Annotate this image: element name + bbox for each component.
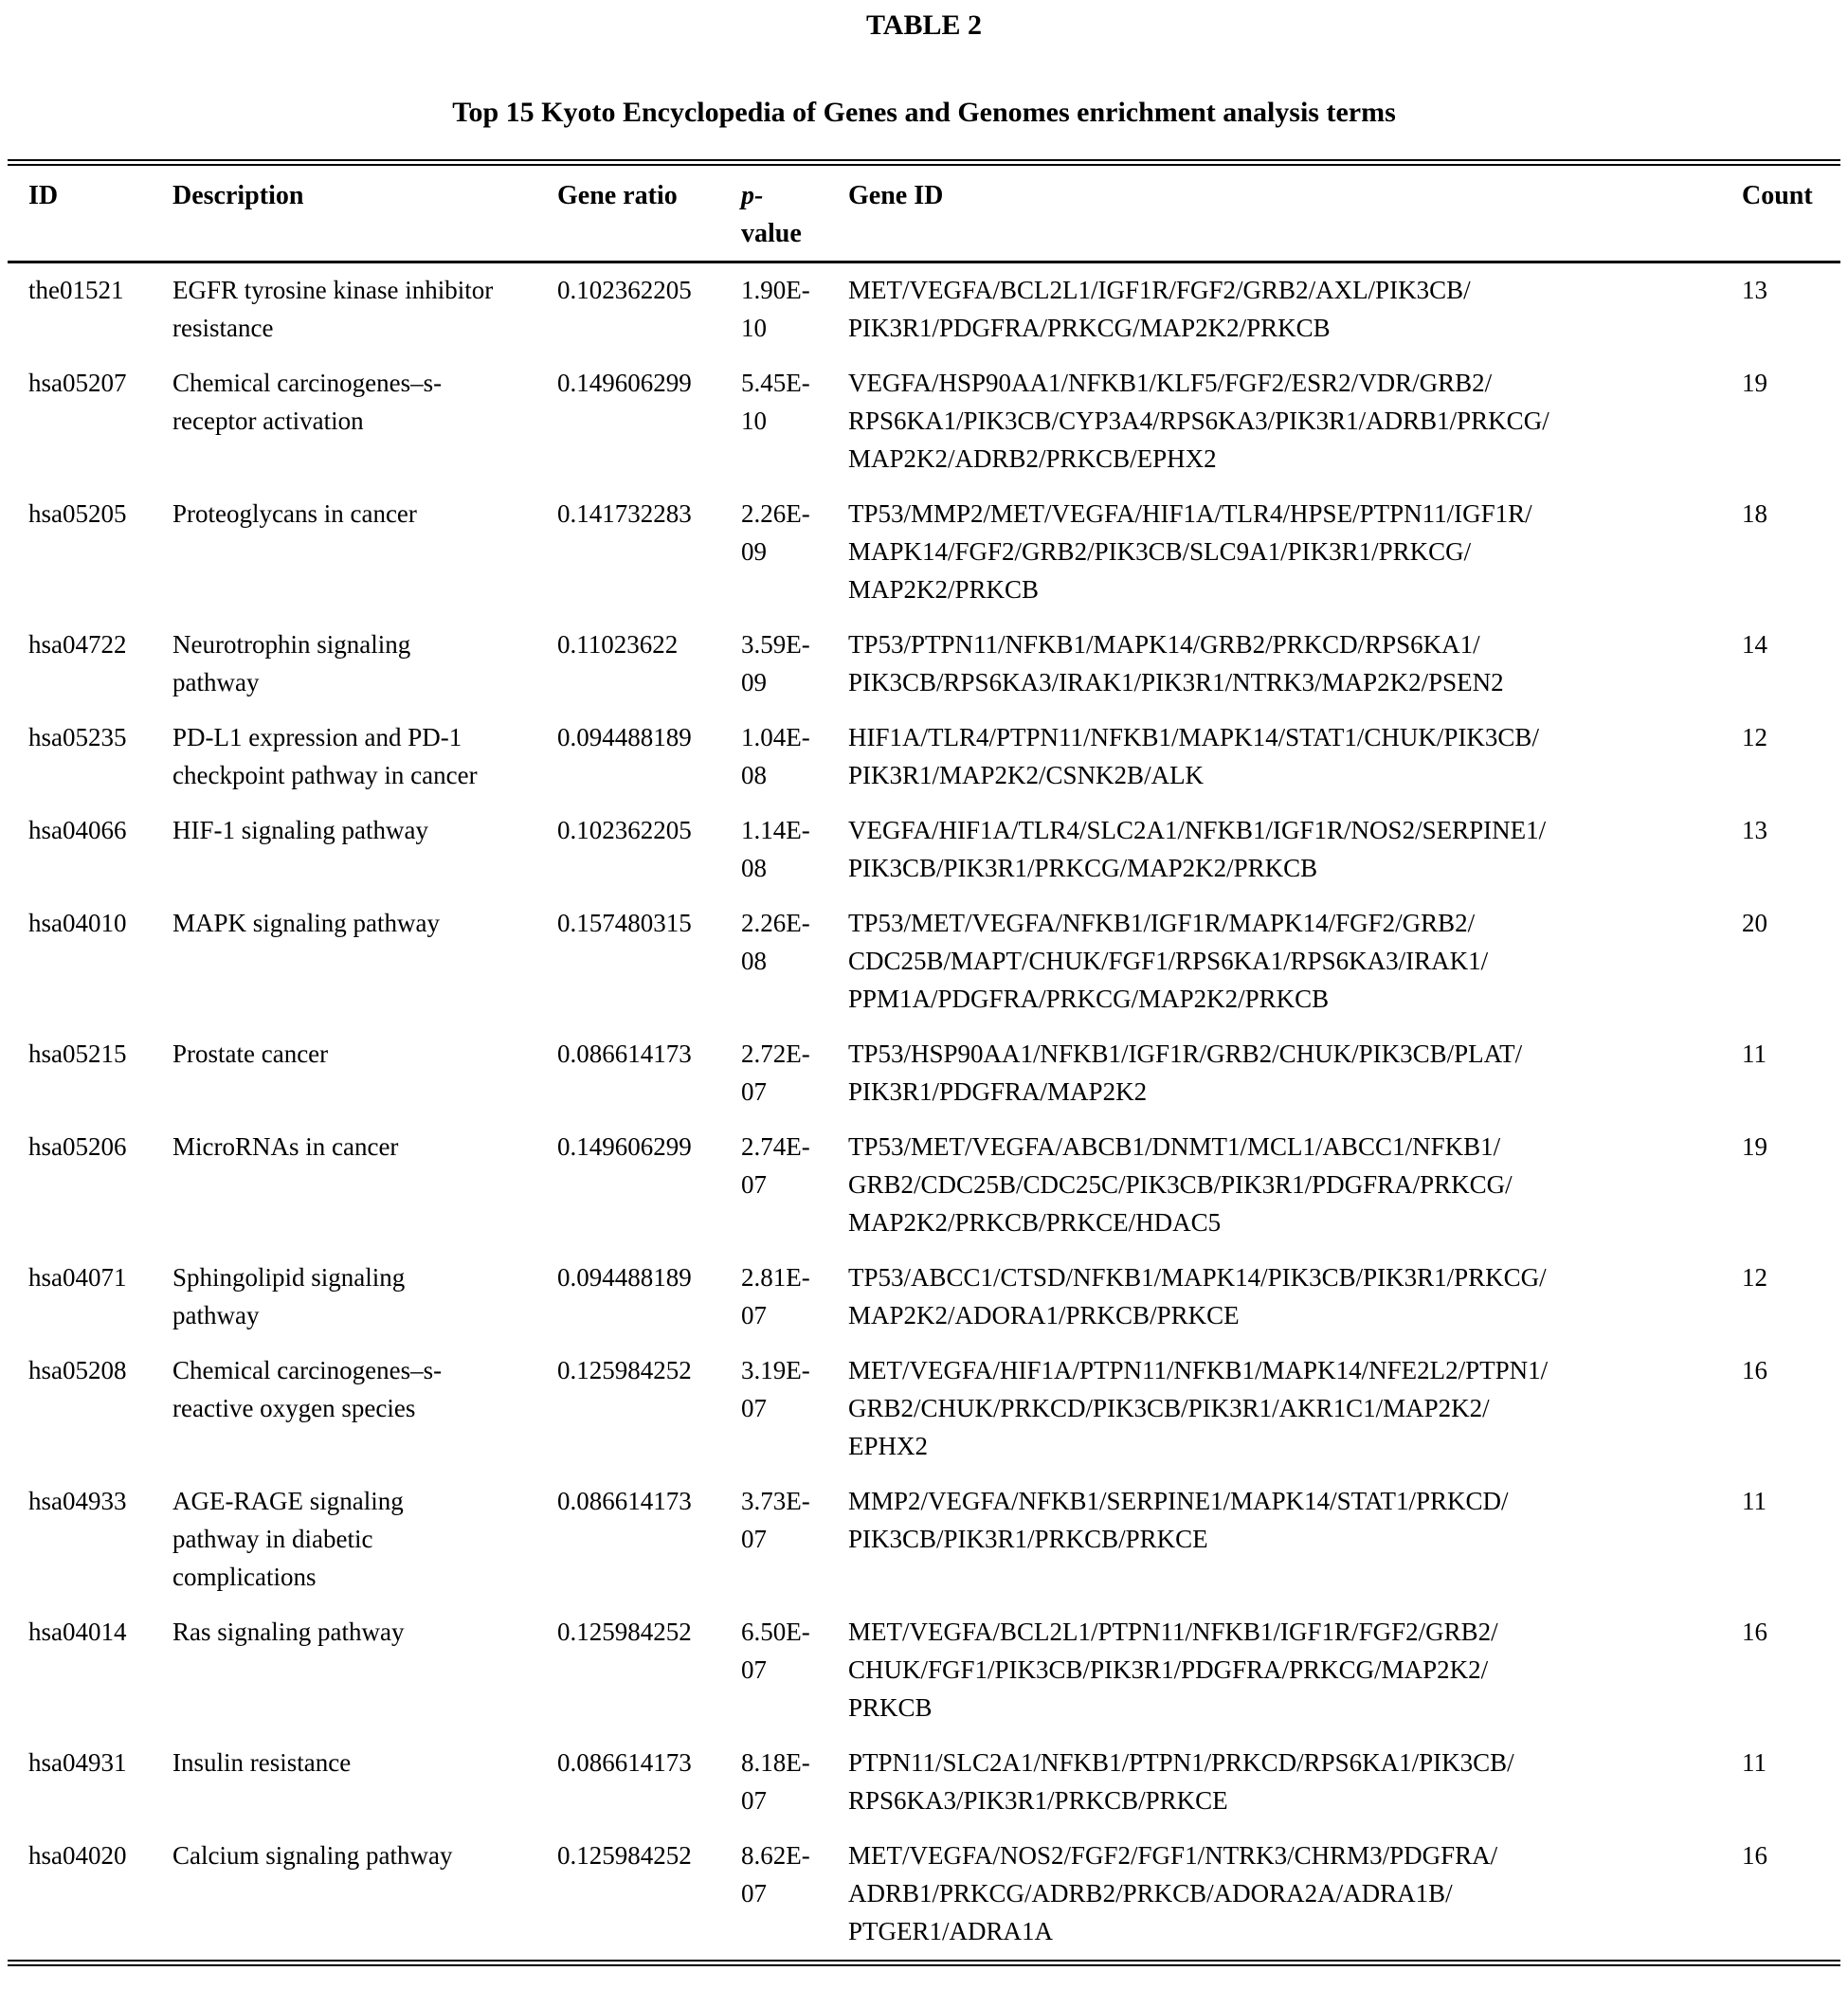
gene-id-text: MET/​VEGFA/​NOS2/​FGF2/​FGF1/​NTRK3/​CHRM3/​PDGFRA/​ADRB1/​PRKCG/​ADRB2/​PRKCB/​ADORA2A/​ADRA1B/​PTGER1/​ADRA1A (848, 1841, 1498, 1945)
gene-id-text: TP53/​HSP90AA1/​NFKB1/​IGF1R/​GRB2/​CHUK/​PIK3CB/​PLAT/​PIK3R1/​PDGFRA/​MAP2K2 (848, 1040, 1523, 1106)
description-text: Chemical carcinogenes–s-receptor activation (172, 369, 443, 435)
p-value-cell: 5.45E-​10 (741, 369, 810, 435)
description-text: MAPK signaling pathway (172, 909, 440, 937)
description-text: Proteoglycans in cancer (172, 499, 417, 528)
p-value-cell: 2.74E-​07 (741, 1132, 810, 1199)
gene-id-cell (848, 896, 1742, 1027)
p-value-cell: 8.18E-​07 (741, 1748, 810, 1815)
gene-id-text: TP53/​MET/​VEGFA/​ABCB1/​DNMT1/​MCL1/​ABCC1/​NFKB1/​GRB2/​CDC25B/​CDC25C/​PIK3CB/​PIK3R1/​PDGFRA/​PRKCG/​MAP2K2/​PRKCB/​PRKCE/​HDAC5 (848, 1132, 1513, 1237)
gene-ratio-cell: 0.149606299 (557, 369, 692, 397)
description-text: HIF-1 signaling pathway (172, 816, 428, 844)
gene-id-text: VEGFA/​HSP90AA1/​NFKB1/​KLF5/​FGF2/​ESR2/​VDR/​GRB2/​RPS6KA1/​PIK3CB/​CYP3A4/​RPS6KA3/​PIK3R1/​ADRB1/​PRKCG/​MAP2K2/​ADRB2/​PRKCB/​EPHX2 (848, 369, 1549, 473)
p-value-cell: 1.14E-​08 (741, 816, 810, 882)
table-row (8, 618, 1840, 711)
description-text: PD-L1 expression and PD-1 checkpoint pathway in cancer (172, 723, 478, 789)
p-value-cell: 3.19E-​07 (741, 1356, 810, 1422)
pathway-id-cell: hsa05207 (28, 369, 127, 397)
gene-ratio-cell: 0.141732283 (557, 499, 692, 528)
pathway-id-cell: the01521 (28, 276, 124, 304)
column-header-gene-ratio: Gene ratio (557, 163, 741, 262)
description-cell (172, 487, 557, 618)
description-cell (172, 804, 557, 896)
p-value-header-italic-part: p- (741, 181, 764, 210)
description-cell (172, 1736, 557, 1829)
description-cell (172, 356, 557, 487)
count-cell: 16 (1742, 1356, 1767, 1384)
gene-id-cell (848, 1344, 1742, 1474)
gene-id-text: MET/​VEGFA/​BCL2L1/​PTPN11/​NFKB1/​IGF1R/​FGF2/​GRB2/​CHUK/​FGF1/​PIK3CB/​PIK3R1/​PDGFRA/​PRKCG/​MAP2K2/​PRKCB (848, 1618, 1498, 1722)
count-cell: 19 (1742, 1132, 1767, 1161)
table-body (8, 262, 1840, 1963)
gene-id-cell (848, 1027, 1742, 1120)
table-row (8, 1474, 1840, 1605)
gene-id-text: TP53/​MMP2/​MET/​VEGFA/​HIF1A/​TLR4/​HPSE/​PTPN11/​IGF1R/​MAPK14/​FGF2/​GRB2/​PIK3CB/​SLC9A1/​PIK3R1/​PRKCG/​MAP2K2/​PRKCB (848, 499, 1532, 604)
description-cell (172, 1027, 557, 1120)
description-cell (172, 711, 557, 804)
column-header-description: Description (172, 163, 557, 262)
description-text: EGFR tyrosine kinase inhibitor resistance (172, 276, 494, 342)
pathway-id-cell: hsa05206 (28, 1132, 127, 1161)
gene-id-cell (848, 1474, 1742, 1605)
gene-ratio-cell: 0.086614173 (557, 1748, 692, 1777)
gene-id-text: MET/​VEGFA/​BCL2L1/​IGF1R/​FGF2/​GRB2/​AXL/​PIK3CB/​PIK3R1/​PDGFRA/​PRKCG/​MAP2K2/​PRKCB (848, 276, 1471, 342)
count-cell: 14 (1742, 630, 1767, 659)
table-row (8, 804, 1840, 896)
count-cell: 11 (1742, 1040, 1766, 1068)
description-text: Prostate cancer (172, 1040, 329, 1068)
pathway-id-cell: hsa05205 (28, 499, 127, 528)
count-cell: 13 (1742, 816, 1767, 844)
gene-ratio-cell: 0.086614173 (557, 1487, 692, 1515)
count-cell: 16 (1742, 1841, 1767, 1870)
pathway-id-cell: hsa04010 (28, 909, 127, 937)
gene-ratio-cell: 0.125984252 (557, 1618, 692, 1646)
gene-id-text: VEGFA/​HIF1A/​TLR4/​SLC2A1/​NFKB1/​IGF1R/​NOS2/​SERPINE1/​PIK3CB/​PIK3R1/​PRKCG/​MAP2K2/​PRKCB (848, 816, 1547, 882)
table-row (8, 262, 1840, 357)
table-row (8, 487, 1840, 618)
gene-ratio-cell: 0.102362205 (557, 276, 692, 304)
description-cell (172, 1251, 557, 1344)
table-row (8, 1027, 1840, 1120)
table-row (8, 1736, 1840, 1829)
pathway-id-cell: hsa05215 (28, 1040, 127, 1068)
table-row (8, 711, 1840, 804)
gene-id-cell (848, 1605, 1742, 1736)
pathway-id-cell: hsa04071 (28, 1263, 127, 1292)
description-cell (172, 896, 557, 1027)
description-text: AGE-RAGE signaling pathway in diabetic complications (172, 1487, 404, 1591)
table-row (8, 1344, 1840, 1474)
column-header-gene-id: Gene ID (848, 163, 1742, 262)
description-cell (172, 1120, 557, 1251)
count-cell: 13 (1742, 276, 1767, 304)
gene-id-text: MMP2/​VEGFA/​NFKB1/​SERPINE1/​MAPK14/​STAT1/​PRKCD/​PIK3CB/​PIK3R1/​PRKCB/​PRKCE (848, 1487, 1509, 1553)
description-text: Insulin resistance (172, 1748, 352, 1777)
description-text: Chemical carcinogenes–s-reactive oxygen species (172, 1356, 443, 1422)
pathway-id-cell: hsa04020 (28, 1841, 127, 1870)
gene-id-cell (848, 356, 1742, 487)
description-text: MicroRNAs in cancer (172, 1132, 399, 1161)
gene-id-cell (848, 804, 1742, 896)
gene-id-text: HIF1A/​TLR4/​PTPN11/​NFKB1/​MAPK14/​STAT1/​CHUK/​PIK3CB/​PIK3R1/​MAP2K2/​CSNK2B/​ALK (848, 723, 1539, 789)
pathway-id-cell: hsa04933 (28, 1487, 127, 1515)
pathway-id-cell: hsa04014 (28, 1618, 127, 1646)
p-value-header-rest-part: value (741, 219, 802, 248)
description-text: Ras signaling pathway (172, 1618, 405, 1646)
count-cell: 20 (1742, 909, 1767, 937)
description-text: Calcium signaling pathway (172, 1841, 453, 1870)
gene-id-text: MET/​VEGFA/​HIF1A/​PTPN11/​NFKB1/​MAPK14/​NFE2L2/​PTPN1/​GRB2/​CHUK/​PRKCD/​PIK3CB/​PIK3R1/​AKR1C1/​MAP2K2/​EPHX2 (848, 1356, 1549, 1460)
gene-id-cell (848, 487, 1742, 618)
table-row (8, 896, 1840, 1027)
p-value-cell: 2.26E-​09 (741, 499, 810, 566)
p-value-cell: 2.26E-​08 (741, 909, 810, 975)
gene-ratio-cell: 0.094488189 (557, 1263, 692, 1292)
table-header (8, 163, 1840, 262)
count-cell: 19 (1742, 369, 1767, 397)
gene-id-cell (848, 1829, 1742, 1963)
gene-id-text: TP53/​ABCC1/​CTSD/​NFKB1/​MAPK14/​PIK3CB/​PIK3R1/​PRKCG/​MAP2K2/​ADORA1/​PRKCB/​PRKCE (848, 1263, 1547, 1329)
pathway-id-cell: hsa05208 (28, 1356, 127, 1384)
header-row (8, 163, 1840, 262)
count-cell: 18 (1742, 499, 1767, 528)
description-cell (172, 262, 557, 357)
gene-id-cell (848, 1120, 1742, 1251)
gene-id-cell (848, 1251, 1742, 1344)
p-value-cell: 1.90E-​10 (741, 276, 810, 342)
description-cell (172, 1605, 557, 1736)
gene-ratio-cell: 0.11023622 (557, 630, 679, 659)
gene-id-cell (848, 618, 1742, 711)
table-row (8, 356, 1840, 487)
gene-ratio-cell: 0.102362205 (557, 816, 692, 844)
pathway-id-cell: hsa05235 (28, 723, 127, 751)
p-value-cell: 2.72E-​07 (741, 1040, 810, 1106)
count-cell: 16 (1742, 1618, 1767, 1646)
pathway-id-cell: hsa04066 (28, 816, 127, 844)
pathway-id-cell: hsa04722 (28, 630, 127, 659)
kegg-enrichment-table (8, 159, 1840, 1966)
gene-id-text: PTPN11/​SLC2A1/​NFKB1/​PTPN1/​PRKCD/​RPS6KA1/​PIK3CB/​RPS6KA3/​PIK3R1/​PRKCB/​PRKCE (848, 1748, 1514, 1815)
table-label: TABLE 2 (866, 9, 982, 41)
p-value-cell: 6.50E-​07 (741, 1618, 810, 1684)
count-cell: 12 (1742, 723, 1767, 751)
table-row (8, 1251, 1840, 1344)
table-row (8, 1605, 1840, 1736)
p-value-cell: 2.81E-​07 (741, 1263, 810, 1329)
gene-ratio-cell: 0.125984252 (557, 1356, 692, 1384)
gene-id-text: TP53/​MET/​VEGFA/​NFKB1/​IGF1R/​MAPK14/​FGF2/​GRB2/​CDC25B/​MAPT/​CHUK/​FGF1/​RPS6KA1/​RPS6KA3/​IRAK1/​PPM1A/​PDGFRA/​PRKCG/​MAP2K2/​PRKCB (848, 909, 1489, 1013)
gene-ratio-cell: 0.094488189 (557, 723, 692, 751)
description-cell (172, 618, 557, 711)
p-value-cell: 3.73E-​07 (741, 1487, 810, 1553)
count-cell: 11 (1742, 1487, 1766, 1515)
p-value-cell: 8.62E-​07 (741, 1841, 810, 1908)
description-text: Neurotrophin signaling pathway (172, 630, 411, 696)
count-cell: 12 (1742, 1263, 1767, 1292)
table-title: Top 15 Kyoto Encyclopedia of Genes and Genomes enrichment analysis terms (452, 97, 1396, 128)
column-header-p-value (741, 163, 848, 262)
description-cell (172, 1829, 557, 1963)
gene-ratio-cell: 0.157480315 (557, 909, 692, 937)
description-cell (172, 1344, 557, 1474)
gene-ratio-cell: 0.086614173 (557, 1040, 692, 1068)
description-text: Sphingolipid signaling pathway (172, 1263, 406, 1329)
pathway-id-cell: hsa04931 (28, 1748, 127, 1777)
table-row (8, 1829, 1840, 1963)
column-header-id: ID (8, 163, 172, 262)
gene-ratio-cell: 0.125984252 (557, 1841, 692, 1870)
gene-id-cell (848, 711, 1742, 804)
count-cell: 11 (1742, 1748, 1766, 1777)
gene-ratio-cell: 0.149606299 (557, 1132, 692, 1161)
table-row (8, 1120, 1840, 1251)
p-value-cell: 1.04E-​08 (741, 723, 810, 789)
description-cell (172, 1474, 557, 1605)
column-header-count: Count (1742, 163, 1840, 262)
gene-id-text: TP53/​PTPN11/​NFKB1/​MAPK14/​GRB2/​PRKCD/​RPS6KA1/​PIK3CB/​RPS6KA3/​IRAK1/​PIK3R1/​NTRK3/​MAP2K2/​PSEN2 (848, 630, 1504, 696)
p-value-cell: 3.59E-​09 (741, 630, 810, 696)
gene-id-cell (848, 1736, 1742, 1829)
gene-id-cell (848, 262, 1742, 357)
